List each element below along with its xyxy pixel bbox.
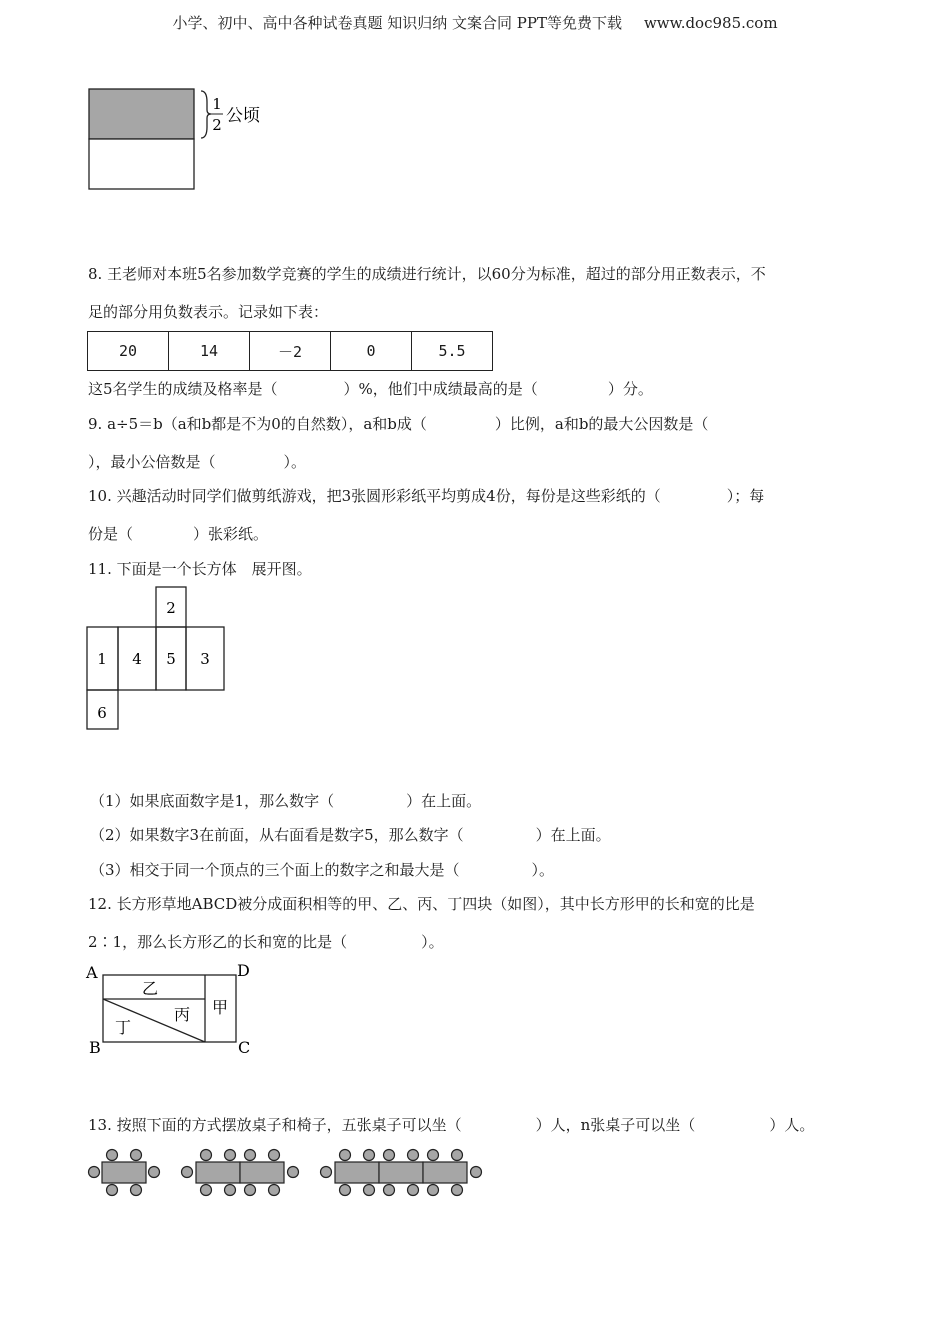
q12-line1: 12. 长方形草地ABCD被分成面积相等的甲、乙、丙、丁四块（如图），其中长方形甲的长和宽的比是 <box>88 895 755 913</box>
q12-line2 <box>88 932 444 952</box>
table <box>423 1162 467 1183</box>
q9-text-d: ）。 <box>283 453 307 471</box>
fraction-denominator: 2 <box>212 116 222 134</box>
region-label-yi: 乙 <box>142 979 159 998</box>
chair <box>408 1150 419 1161</box>
q8-line1: 8. 王老师对本班5名参加数学竞赛的学生的成绩进行统计，以60分为标准，超过的部分用正数表示，不 <box>88 265 766 283</box>
unit-label: 公顷 <box>226 106 260 126</box>
q9-text-c: ），最小公倍数是（ <box>88 453 216 471</box>
hectare-figure <box>80 80 280 195</box>
q12-text-a: 2∶1，那么长方形乙的长和宽的比是（ <box>88 933 348 951</box>
chair <box>131 1150 142 1161</box>
chair <box>89 1167 100 1178</box>
chair <box>225 1185 236 1196</box>
q11-sub2 <box>90 825 611 845</box>
q12-text-b: ）。 <box>421 933 444 951</box>
chair <box>340 1150 351 1161</box>
chair <box>201 1150 212 1161</box>
net-label: 3 <box>200 650 210 668</box>
table-cell: 5.5 <box>412 332 493 371</box>
q13-line1 <box>88 1115 814 1135</box>
header-left: 小学、初中、高中各种试卷真题 知识归纳 文案合同 PPT等免费下载 <box>172 14 622 32</box>
chair <box>201 1185 212 1196</box>
q11-sub1 <box>90 791 481 811</box>
q10-line2 <box>88 524 268 544</box>
table-row <box>88 332 493 371</box>
fraction-numerator: 1 <box>212 95 222 113</box>
q11-sub3 <box>90 860 554 880</box>
q8-text-b: ）%，他们中成绩最高的是（ <box>343 380 538 398</box>
region-label-ding: 丁 <box>115 1018 132 1037</box>
q10-text-b: ）；每 <box>726 487 765 505</box>
net-label: 4 <box>132 650 142 668</box>
chair <box>107 1185 118 1196</box>
net-label: 2 <box>166 599 176 617</box>
cuboid-net-diagram <box>86 586 228 732</box>
q13-text-c: ）人。 <box>769 1116 815 1134</box>
vertex-label-c: C <box>238 1038 251 1057</box>
chair <box>131 1185 142 1196</box>
net-label: 5 <box>166 650 176 668</box>
vertex-label-a: A <box>86 963 98 982</box>
table <box>240 1162 284 1183</box>
unshaded-half <box>89 139 194 189</box>
table-cell: 20 <box>88 332 169 371</box>
table <box>335 1162 379 1183</box>
chair <box>245 1185 256 1196</box>
header-right-link[interactable]: www.doc985.com <box>643 14 778 32</box>
q11-title: 11. 下面是一个长方体 展开图。 <box>88 560 312 578</box>
q10-text-a: 10. 兴趣活动时同学们做剪纸游戏，把3张圆形彩纸平均剪成4份，每份是这些彩纸的（ <box>88 487 661 505</box>
q13-text-b: ）人，n张桌子可以坐（ <box>535 1116 696 1134</box>
chair <box>225 1150 236 1161</box>
table <box>196 1162 240 1183</box>
chair <box>182 1167 193 1178</box>
chair <box>428 1185 439 1196</box>
table-cell: 0 <box>331 332 412 371</box>
chair <box>107 1150 118 1161</box>
q11-s2-text-b: ）在上面。 <box>535 826 611 844</box>
region-label-bing: 丙 <box>174 1005 191 1024</box>
q9-line2 <box>88 452 306 472</box>
q8-text-a: 这5名学生的成绩及格率是（ <box>88 380 278 398</box>
chair <box>364 1150 375 1161</box>
chair <box>321 1167 332 1178</box>
q8-text-c: ）分。 <box>607 380 653 398</box>
tables-chairs-pattern <box>84 1148 494 1200</box>
q9-text-b: ）比例，a和b的最大公因数是（ <box>494 415 709 433</box>
chair <box>384 1150 395 1161</box>
vertex-label-b: B <box>89 1038 101 1057</box>
chair <box>269 1185 280 1196</box>
net-label: 6 <box>97 704 107 722</box>
vertex-label-d: D <box>237 961 250 980</box>
chair <box>471 1167 482 1178</box>
q13-text-a: 13. 按照下面的方式摆放桌子和椅子，五张桌子可以坐（ <box>88 1116 462 1134</box>
table <box>102 1162 146 1183</box>
chair <box>384 1185 395 1196</box>
q11-s1-text-a: （1）如果底面数字是1，那么数字（ <box>90 792 335 810</box>
q10-text-c: 份是（ <box>88 525 134 543</box>
brace-icon <box>201 91 211 138</box>
rectangle-abcd-diagram <box>84 958 264 1062</box>
q9-text-a: 9. a÷5＝b（a和b都是不为0的自然数），a和b成（ <box>88 415 427 433</box>
q11-s3-text-b: ）。 <box>531 861 555 879</box>
chair <box>428 1150 439 1161</box>
chair <box>408 1185 419 1196</box>
score-table <box>87 331 493 371</box>
shaded-half <box>89 89 194 139</box>
q9-line1 <box>88 414 708 434</box>
q11-s1-text-b: ）在上面。 <box>406 792 482 810</box>
table-cell: 14 <box>169 332 250 371</box>
table <box>379 1162 423 1183</box>
chair <box>149 1167 160 1178</box>
region-label-jia: 甲 <box>212 998 229 1017</box>
chair <box>364 1185 375 1196</box>
chair <box>245 1150 256 1161</box>
table-cell: －2 <box>250 332 331 371</box>
q10-text-d: ）张彩纸。 <box>193 525 269 543</box>
chair <box>269 1150 280 1161</box>
q11-s3-text-a: （3）相交于同一个顶点的三个面上的数字之和最大是（ <box>90 861 460 879</box>
chair <box>452 1185 463 1196</box>
q10-line1 <box>88 486 764 506</box>
q8-line2: 足的部分用负数表示。记录如下表： <box>88 303 329 321</box>
q11-s2-text-a: （2）如果数字3在前面，从右面看是数字5，那么数字（ <box>90 826 464 844</box>
q8-line3 <box>88 379 653 399</box>
chair <box>288 1167 299 1178</box>
net-label: 1 <box>97 650 107 668</box>
chair <box>340 1185 351 1196</box>
page-header <box>0 12 950 33</box>
chair <box>452 1150 463 1161</box>
